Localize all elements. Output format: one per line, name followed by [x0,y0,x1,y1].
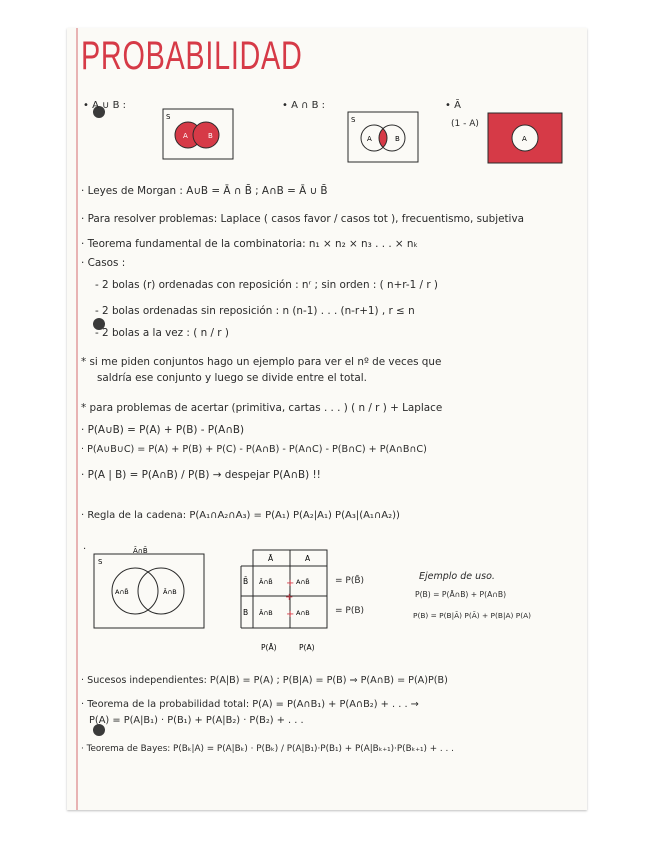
margin-line [76,28,78,810]
table-eq-b: = P(B) [335,606,365,616]
note2-line: * para problemas de acertar (primitiva, cartas . . . ) ( n / r ) + Laplace [81,402,443,414]
caso2-line: - 2 bolas ordenadas sin reposición : n (n-1) . . . (n-r+1) , r ≤ n [95,305,415,317]
complement-label: • Ā [445,100,461,111]
diagram-bullet: · [83,544,87,555]
union-a: A [183,132,188,140]
page-title: PROBABILIDAD [81,34,303,78]
notebook-page [67,28,587,810]
table-p-a: P(A) [299,643,315,652]
bayes-line: · Teorema de Bayes: P(Bₖ|A) = P(A|Bₖ) · P(Bₖ) / P(A|B₁)·P(B₁) + P(A|Bₖ₊₁)·P(Bₖ₊₁) + . . . [81,744,454,754]
problems-line: · Para resolver problemas: Laplace ( casos favor / casos tot ), frecuentismo, subjetiva [81,213,524,225]
example-line-1: P(B) = P(Ā∩B) + P(A∩B) [415,590,507,599]
union-b: B [208,132,213,140]
table-eq-bbar: = P(B̄) [335,576,365,586]
table-col-a: A [305,554,311,563]
intersection-b: B [395,135,400,143]
union3-prob-line: · P(A∪B∪C) = P(A) + P(B) + P(C) - P(A∩B) - P(A∩C) - P(B∩C) + P(A∩B∩C) [81,444,427,455]
table-col-abar: Ā [268,554,274,563]
caso3-line: - 2 bolas a la vez : ( n / r ) [95,327,229,339]
conditional-line: · P(A | B) = P(A∩B) / P(B) → despejar P(A∩B) !! [81,469,321,481]
table-cell-12: A∩B̄ [296,578,310,586]
intersection-s: S [351,116,356,124]
union-venn [162,108,234,160]
note1-line-b: saldría ese conjunto y luego se divide entre el total. [97,372,367,384]
intersection-a: A [367,135,372,143]
complement-sub: (1 - A) [451,119,479,129]
probability-table [237,546,347,656]
caso1-line: - 2 bolas (r) ordenadas con reposición : nʳ ; sin orden : ( n+r-1 / r ) [95,279,438,291]
complement-venn [487,112,563,164]
total-prob-line-2: P(A) = P(A|B₁) · P(B₁) + P(A|B₂) · P(B₂) + . . . [89,715,304,726]
union-s: S [166,113,171,121]
table-cell-22: A∩B [296,609,310,617]
total-prob-line-1: · Teorema de la probabilidad total: P(A) = P(A∩B₁) + P(A∩B₂) + . . . → [81,699,419,710]
union-prob-line: · P(A∪B) = P(A) + P(B) - P(A∩B) [81,424,244,436]
table-cell-11: Ā∩B̄ [259,578,273,586]
independent-line: · Sucesos independientes: P(A|B) = P(A) ; P(B|A) = P(B) ⇒ P(A∩B) = P(A)P(B) [81,675,448,686]
complement-a: A [522,135,527,143]
morgan-line: · Leyes de Morgan : A∪B = Ā ∩ B̄ ; A∩B = Ā ∪ B̄ [81,185,328,197]
lower-venn-top: Ā∩B̄ [133,547,148,555]
note1-line-a: * si me piden conjuntos hago un ejemplo para ver el nº de veces que [81,356,442,368]
intersection-venn [347,111,419,163]
lower-venn-right: Ā∩B [163,588,177,596]
union-label: • A ∪ B : [83,100,127,111]
table-cell-21: Ā∩B [259,609,273,617]
lower-venn-left: A∩B̄ [115,588,129,596]
chain-rule-line: · Regla de la cadena: P(A₁∩A₂∩A₃) = P(A₁) P(A₂|A₁) P(A₃|(A₁∩A₂)) [81,510,400,521]
intersection-label: • A ∩ B : [282,100,326,111]
table-row-b: B [243,608,249,617]
lower-venn-s: S [98,558,103,566]
example-line-2: P(B) = P(B|Ā) P(Ā) + P(B|A) P(A) [413,611,532,620]
table-plus-3: + [285,592,294,603]
lower-venn [93,546,213,630]
table-plus-1: + [286,578,295,589]
casos-line: · Casos : [81,257,126,269]
table-row-bbar: B̄ [243,577,249,586]
table-p-abar: P(Ā) [261,643,277,652]
example-title: Ejemplo de uso. [419,571,495,582]
combinatoria-line: · Teorema fundamental de la combinatoria: n₁ × n₂ × n₃ . . . × nₖ [81,238,418,250]
table-plus-2: + [286,609,295,620]
